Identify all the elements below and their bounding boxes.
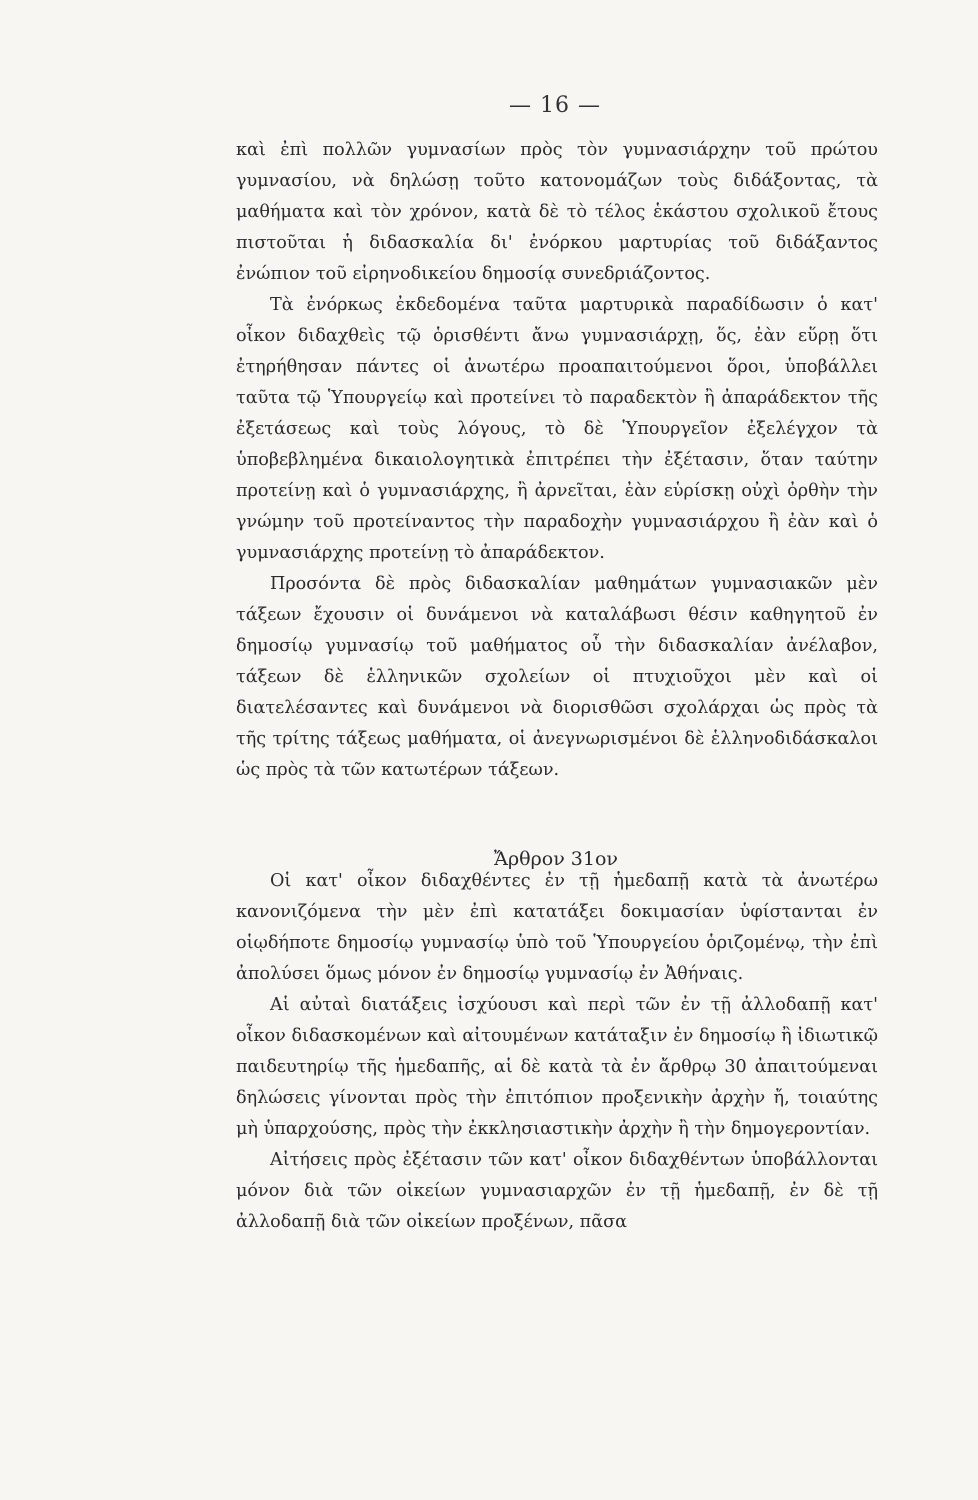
paragraph: Τὰ ἐνόρκως ἐκδεδομένα ταῦτα μαρτυρικὰ παραδίδωσιν ὁ κατ' οἶκον διδαχθεὶς τῷ ὁρισθέντι ἄνω γυμνασιάρχῃ, ὅς, ἐὰν εὕρῃ ὅτι ἐτηρήθησαν πάντες οἱ ἀνωτέρω προαπαιτούμενοι ὅροι, ὑποβάλλει ταῦτα τῷ Ὑπουργείῳ καὶ προτείνει τὸ παραδεκτὸν ἢ ἀπαράδεκτον τῆς ἐξετάσεως καὶ τοὺς λόγους, τὸ δὲ Ὑπουργεῖον ἐξελέγχον τὰ ὑποβεβλημένα δικαιολογητικὰ ἐπιτρέπει τὴν ἐξέτασιν, ὅταν ταύτην προτείνῃ καὶ ὁ γυμνασιάρχης, ἢ ἀρνεῖται, ἐὰν εὑρίσκῃ οὐχὶ ὀρθὴν τὴν γνώμην τοῦ προτείναντος τὴν παραδοχὴν γυμνασιάρχου ἢ ἐὰν καὶ ὁ γυμνασιάρχης προτείνῃ τὸ ἀπαράδεκτον. <box>236 295 878 563</box>
page-number: — 16 — <box>509 93 601 118</box>
paragraph: Αἰτήσεις πρὸς ἐξέτασιν τῶν κατ' οἶκον διδαχθέντων ὑποβάλλονται μόνον διὰ τῶν οἰκείων γυμνασιαρχῶν ἐν τῇ ἡμεδαπῇ, ἐν δὲ τῇ ἀλλοδαπῇ διὰ τῶν οἰκείων προξένων, πᾶσα <box>236 1150 878 1232</box>
paragraph: Οἱ κατ' οἶκον διδαχθέντες ἐν τῇ ἡμεδαπῇ κατὰ τὰ ἀνωτέρω κανονιζόμενα τὴν μὲν ἐπὶ κατατάξει δοκιμασίαν ὑφίστανται ἐν οἱῳδήποτε δημοσίῳ γυμνασίῳ ὑπὸ τοῦ Ὑπουργείου ὁριζομένῳ, τὴν ἐπὶ ἀπολύσει ὅμως μόνον ἐν δημοσίῳ γυμνασίῳ ἐν Ἀθήναις. <box>236 871 878 984</box>
paragraph: Προσόντα δὲ πρὸς διδασκαλίαν μαθημάτων γυμνασιακῶν μὲν τάξεων ἔχουσιν οἱ δυνάμενοι νὰ καταλάβωσι θέσιν καθηγητοῦ ἐν δημοσίῳ γυμνασίῳ τοῦ μαθήματος οὗ τὴν διδασκαλίαν ἀνέλαβον, τάξεων δὲ ἑλληνικῶν σχολείων οἱ πτυχιοῦχοι μὲν καὶ οἱ διατελέσαντες καὶ δυνάμενοι νὰ διορισθῶσι σχολάρχαι ὡς πρὸς τὰ τῆς τρίτης τάξεως μαθήματα, οἱ ἀνεγνωρισμένοι δὲ ἑλληνοδιδάσκαλοι ὡς πρὸς τὰ τῶν κατωτέρων τάξεων. <box>236 574 878 780</box>
paragraph: καὶ ἐπὶ πολλῶν γυμνασίων πρὸς τὸν γυμνασιάρχην τοῦ πρώτου γυμνασίου, νὰ δηλώσῃ τοῦτο κατονομάζων τοὺς διδάξοντας, τὰ μαθήματα καὶ τὸν χρόνον, κατὰ δὲ τὸ τέλος ἑκάστου σχολικοῦ ἔτους πιστοῦται ἡ διδασκαλία δι' ἐνόρκου μαρτυρίας τοῦ διδάξαντος ἐνώπιον τοῦ εἰρηνοδικείου δημοσίᾳ συνεδριάζοντος. <box>236 140 878 284</box>
text-section-1 <box>236 135 878 786</box>
text-section-2 <box>236 866 878 1238</box>
article-heading: Ἄρθρον 31ον <box>494 848 618 870</box>
paragraph: Αἱ αὐταὶ διατάξεις ἰσχύουσι καὶ περὶ τῶν ἐν τῇ ἀλλοδαπῇ κατ' οἶκον διδασκομένων καὶ αἰτουμένων κατάταξιν ἐν δημοσίῳ ἢ ἰδιωτικῷ παιδευτηρίῳ τῆς ἡμεδαπῆς, αἱ δὲ κατὰ τὰ ἐν ἄρθρῳ 30 ἀπαιτούμεναι δηλώσεις γίνονται πρὸς τὴν ἐπιτόπιον προξενικὴν ἀρχὴν ἤ, τοιαύτης μὴ ὑπαρχούσης, πρὸς τὴν ἐκκλησιαστικὴν ἀρχὴν ἢ τὴν δημογεροντίαν. <box>236 995 878 1139</box>
